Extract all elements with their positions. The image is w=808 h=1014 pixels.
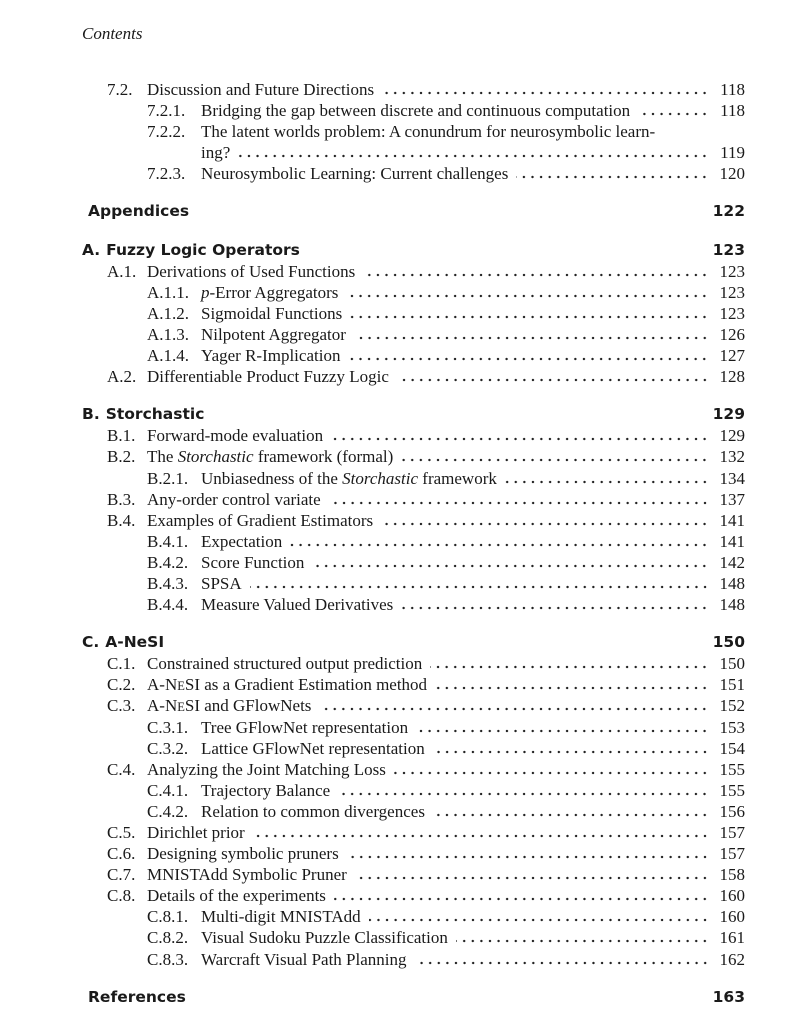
- title-text: Differentiable Product Fuzzy Logic: [147, 367, 389, 387]
- title-text: Measure Valued Derivatives: [201, 595, 394, 615]
- title-text: Any-order control variate: [147, 489, 321, 509]
- title-text: Constrained structured output prediction: [147, 654, 423, 674]
- dot-leader: [381, 522, 709, 526]
- toc-chapter-entry[interactable]: [82, 201, 745, 222]
- dot-leader: [638, 112, 709, 116]
- entry-number: C.7.: [107, 865, 136, 885]
- title-text: Visual Sudoku Puzzle Classification: [201, 928, 448, 948]
- page-number[interactable]: 119: [720, 143, 745, 163]
- entry-number: C.2.: [107, 675, 136, 695]
- toc-entry[interactable]: [82, 738, 745, 759]
- page-number[interactable]: 126: [719, 324, 745, 344]
- dot-leader: [397, 378, 709, 382]
- entry-number: B.4.4.: [147, 595, 189, 615]
- page-number[interactable]: 137: [719, 489, 745, 509]
- table-of-contents: [82, 79, 745, 1008]
- entry-title: [88, 987, 186, 1008]
- entry-number: C.8.2.: [147, 928, 189, 948]
- toc-entry[interactable]: [82, 303, 745, 324]
- dot-leader: [334, 897, 709, 901]
- page-number[interactable]: 162: [719, 949, 745, 969]
- entry-title: [147, 510, 373, 531]
- toc-entry[interactable]: [82, 822, 745, 843]
- entry-title: [201, 738, 425, 759]
- entry-title: [201, 906, 361, 927]
- entry-number: C.: [82, 633, 100, 652]
- page-number[interactable]: 120: [719, 164, 745, 184]
- title-text: Lattice GFlowNet representation: [201, 738, 425, 758]
- entry-title: [147, 759, 386, 780]
- entry-number: 7.2.: [107, 80, 133, 99]
- entry-title: [147, 489, 321, 510]
- entry-title: [147, 446, 393, 467]
- entry-title: [201, 345, 340, 366]
- toc-entry[interactable]: [82, 489, 745, 510]
- title-italic-text: p: [201, 282, 210, 302]
- toc-entry[interactable]: [82, 843, 745, 864]
- entry-title: [201, 949, 407, 970]
- title-text: References: [88, 987, 186, 1006]
- toc-entry[interactable]: [82, 759, 745, 780]
- page-number[interactable]: 141: [719, 510, 745, 530]
- page-number[interactable]: 132: [719, 447, 745, 467]
- entry-number: A.2.: [107, 367, 137, 387]
- entry-title: [201, 927, 448, 948]
- dot-leader: [433, 750, 709, 754]
- title-text: MNISTAdd Symbolic Pruner: [147, 865, 347, 885]
- page-number[interactable]: 152: [719, 696, 745, 716]
- entry-title: [147, 822, 245, 843]
- page-number[interactable]: 123: [712, 240, 745, 259]
- dot-leader: [382, 91, 709, 95]
- toc-entry[interactable]: [82, 282, 745, 303]
- toc-entry[interactable]: [82, 573, 745, 594]
- page-number[interactable]: 150: [719, 654, 745, 674]
- title-text: Storchastic: [105, 405, 205, 424]
- dot-leader: [355, 876, 709, 880]
- title-text: Discussion and Future Directions: [147, 80, 375, 99]
- page-number[interactable]: 154: [719, 738, 745, 758]
- page-number[interactable]: 150: [712, 633, 745, 652]
- entry-number: C.8.3.: [147, 949, 189, 969]
- entry-title: [201, 163, 508, 184]
- page-number[interactable]: 155: [719, 780, 745, 800]
- entry-number: C.3.2.: [147, 738, 189, 758]
- dot-leader: [516, 175, 709, 179]
- title-text: SI and GFlowNets: [184, 696, 312, 716]
- title-text: Forward-mode evaluation: [147, 426, 324, 446]
- dot-leader: [416, 729, 709, 733]
- title-text: SPSA: [201, 573, 242, 593]
- title-text: SI as a Gradient Estimation method: [184, 675, 428, 695]
- title-text: Dirichlet prior: [147, 823, 245, 842]
- entry-title: [147, 843, 339, 864]
- dot-leader: [338, 792, 709, 796]
- entry-number: A.1.2.: [147, 303, 190, 323]
- toc-entry[interactable]: [82, 949, 745, 970]
- page-number[interactable]: 129: [719, 426, 745, 446]
- toc-entry[interactable]: [82, 163, 745, 184]
- toc-entry[interactable]: [82, 927, 745, 948]
- toc-entry[interactable]: [82, 801, 745, 822]
- page-number[interactable]: 123: [719, 303, 745, 323]
- toc-entry[interactable]: [82, 717, 745, 738]
- entry-title: [147, 864, 347, 885]
- toc-entry-continuation[interactable]: [82, 142, 745, 163]
- entry-number: 7.2.1.: [147, 101, 186, 121]
- title-text: ing?: [201, 143, 231, 163]
- entry-title: [147, 695, 311, 718]
- entry-title: [201, 303, 342, 324]
- dot-leader: [394, 771, 709, 775]
- dot-leader: [331, 437, 709, 441]
- entry-title: [147, 366, 389, 387]
- title-text: Derivations of Used Functions: [147, 261, 356, 281]
- title-text: Fuzzy Logic Operators: [106, 240, 300, 259]
- toc-entry[interactable]: [82, 552, 745, 573]
- page-number[interactable]: 161: [719, 928, 745, 948]
- entry-title: [147, 425, 323, 446]
- page-number[interactable]: 148: [719, 573, 745, 593]
- entry-title: [201, 142, 230, 163]
- entry-title: [201, 780, 330, 801]
- page-number[interactable]: 160: [719, 907, 745, 927]
- entry-number: B.2.: [107, 447, 136, 467]
- page-number[interactable]: 153: [719, 717, 745, 737]
- page-number[interactable]: 155: [719, 759, 745, 779]
- entry-number: 7.2.2.: [147, 122, 186, 142]
- toc-entry[interactable]: [82, 324, 745, 345]
- dot-leader: [415, 961, 709, 965]
- page-number[interactable]: 157: [719, 823, 745, 842]
- page-number[interactable]: 148: [719, 595, 745, 615]
- toc-entry[interactable]: [82, 653, 745, 674]
- entry-title: [105, 632, 164, 653]
- title-text: Warcraft Visual Path Planning: [201, 949, 407, 969]
- entry-number: A.1.1.: [147, 282, 190, 302]
- entry-title: [147, 261, 355, 282]
- toc-chapter-entry[interactable]: [82, 987, 745, 1008]
- title-italic-text: Storchastic: [177, 447, 254, 467]
- page-number[interactable]: 128: [719, 367, 745, 387]
- dot-leader: [347, 855, 709, 859]
- page-number[interactable]: 123: [719, 261, 745, 281]
- page-number[interactable]: 129: [712, 405, 745, 424]
- dot-leader: [369, 918, 709, 922]
- title-text: Relation to common divergences: [201, 801, 425, 821]
- entry-title: [201, 531, 282, 552]
- entry-number: C.3.1.: [147, 717, 189, 737]
- dot-leader: [433, 813, 709, 817]
- title-text: Examples of Gradient Estimators: [147, 510, 374, 530]
- title-text: Bridging the gap between discrete and continuous computation: [201, 101, 631, 121]
- entry-title: [106, 404, 205, 425]
- title-text: Unbiasedness of the: [201, 468, 343, 488]
- page-number[interactable]: 158: [719, 865, 745, 885]
- page-number[interactable]: 123: [719, 282, 745, 302]
- page-number[interactable]: 142: [719, 552, 745, 572]
- entry-title: [201, 324, 346, 345]
- entry-number: C.3.: [107, 696, 136, 716]
- dot-leader: [401, 606, 709, 610]
- dot-leader: [348, 357, 709, 361]
- dot-leader: [250, 585, 709, 589]
- entry-title: [201, 121, 655, 142]
- entry-number: B.3.: [107, 489, 136, 509]
- title-italic-text: Storchastic: [342, 468, 419, 488]
- entry-number: 7.2.3.: [147, 164, 186, 184]
- entry-title: [147, 79, 374, 100]
- entry-number: C.4.1.: [147, 780, 189, 800]
- entry-title: [106, 240, 300, 261]
- entry-number: A.: [82, 240, 101, 259]
- title-text: A-N: [147, 675, 178, 695]
- toc-entry[interactable]: [82, 510, 745, 531]
- entry-title: [147, 653, 422, 674]
- toc-entry[interactable]: [82, 906, 745, 927]
- dot-leader: [238, 154, 709, 158]
- dot-leader: [354, 336, 709, 340]
- title-text: A-NeSI: [105, 633, 165, 652]
- page-number[interactable]: 134: [719, 468, 745, 488]
- entry-number: C.8.1.: [147, 907, 189, 927]
- title-text: framework: [418, 468, 497, 488]
- page-number[interactable]: 157: [719, 844, 745, 864]
- toc-entry[interactable]: [82, 594, 745, 615]
- dot-leader: [456, 939, 709, 943]
- entry-number: B.4.3.: [147, 573, 189, 593]
- title-text: Nilpotent Aggregator: [201, 324, 346, 344]
- dot-leader: [346, 294, 709, 298]
- toc-entry[interactable]: [82, 100, 745, 121]
- dot-leader: [401, 458, 709, 462]
- page-number[interactable]: 118: [720, 80, 745, 99]
- dot-leader: [312, 564, 709, 568]
- entry-title: [147, 885, 326, 906]
- page-number[interactable]: 163: [712, 987, 745, 1006]
- title-text: Score Function: [201, 552, 305, 572]
- page-number[interactable]: 151: [719, 675, 745, 695]
- title-text: The latent worlds problem: A conundrum for neurosymbolic learn-: [201, 122, 656, 142]
- dot-leader: [253, 834, 709, 838]
- entry-title: [88, 201, 189, 222]
- toc-chapter-entry[interactable]: [82, 632, 745, 653]
- entry-number: B.1.: [107, 426, 136, 446]
- toc-entry[interactable]: [82, 531, 745, 552]
- title-text: Expectation: [201, 531, 283, 551]
- toc-entry[interactable]: [82, 695, 745, 716]
- entry-number: C.8.: [107, 886, 136, 906]
- page-number[interactable]: 127: [719, 346, 745, 366]
- entry-number: C.6.: [107, 844, 136, 864]
- entry-number: B.2.1.: [147, 468, 189, 488]
- title-smallcaps-text: E: [177, 679, 185, 694]
- title-text: Yager R-Implication: [201, 346, 341, 366]
- title-text: Details of the experiments: [147, 886, 326, 906]
- entry-number: B.4.: [107, 510, 136, 530]
- title-text: framework (formal): [253, 447, 394, 467]
- toc-entry[interactable]: [82, 780, 745, 801]
- title-text: The: [147, 447, 178, 467]
- entry-title: [201, 573, 242, 594]
- title-text: -Error Aggregators: [209, 282, 339, 302]
- title-text: Sigmoidal Functions: [201, 303, 343, 323]
- title-text: Neurosymbolic Learning: Current challenges: [201, 164, 509, 184]
- title-text: Designing symbolic pruners: [147, 844, 339, 864]
- toc-entry[interactable]: [82, 864, 745, 885]
- entry-number: B.: [82, 405, 100, 424]
- title-text: Trajectory Balance: [201, 780, 331, 800]
- entry-title: [201, 100, 630, 121]
- entry-number: C.4.: [107, 759, 136, 779]
- title-text: Appendices: [88, 202, 190, 221]
- dot-leader: [329, 501, 709, 505]
- page-number[interactable]: 141: [719, 531, 745, 551]
- entry-title: [147, 674, 427, 697]
- dot-leader: [430, 665, 709, 669]
- entry-title: [201, 801, 425, 822]
- toc-entry[interactable]: [82, 261, 745, 282]
- toc-chapter-entry[interactable]: [82, 240, 745, 261]
- entry-title: [201, 468, 497, 489]
- running-header: Contents: [82, 24, 143, 43]
- title-text: Multi-digit MNISTAdd: [201, 907, 361, 927]
- page-number[interactable]: 156: [719, 801, 745, 821]
- entry-number: C.1.: [107, 654, 136, 674]
- entry-number: C.4.2.: [147, 801, 189, 821]
- toc-entry[interactable]: [82, 425, 745, 446]
- entry-title: [201, 717, 408, 738]
- entry-title: [201, 282, 338, 303]
- toc-entry[interactable]: [82, 468, 745, 489]
- dot-leader: [435, 686, 709, 690]
- dot-leader: [319, 707, 709, 711]
- toc-chapter-entry[interactable]: [82, 404, 745, 425]
- entry-title: [201, 594, 393, 615]
- toc-entry[interactable]: [82, 446, 745, 467]
- page-number[interactable]: 160: [719, 886, 745, 906]
- toc-entry[interactable]: [82, 674, 745, 695]
- dot-leader: [363, 273, 709, 277]
- entry-number: A.1.3.: [147, 324, 190, 344]
- page-number[interactable]: 118: [720, 101, 745, 121]
- entry-number: B.4.2.: [147, 552, 189, 572]
- toc-entry[interactable]: [82, 885, 745, 906]
- toc-entry[interactable]: [82, 121, 745, 142]
- page-number[interactable]: 122: [712, 202, 745, 221]
- dot-leader: [290, 543, 709, 547]
- title-text: Tree GFlowNet representation: [201, 717, 409, 737]
- entry-title: [201, 552, 304, 573]
- dot-leader: [505, 480, 709, 484]
- toc-entry[interactable]: [82, 79, 745, 100]
- entry-number: A.1.: [107, 261, 137, 281]
- entry-number: A.1.4.: [147, 346, 190, 366]
- title-text: Analyzing the Joint Matching Loss: [147, 759, 386, 779]
- entry-number: C.5.: [107, 823, 136, 842]
- entry-number: B.4.1.: [147, 531, 189, 551]
- title-smallcaps-text: E: [177, 700, 185, 715]
- toc-entry[interactable]: [82, 345, 745, 366]
- title-text: A-N: [147, 696, 178, 716]
- dot-leader: [350, 315, 709, 319]
- toc-entry[interactable]: [82, 366, 745, 387]
